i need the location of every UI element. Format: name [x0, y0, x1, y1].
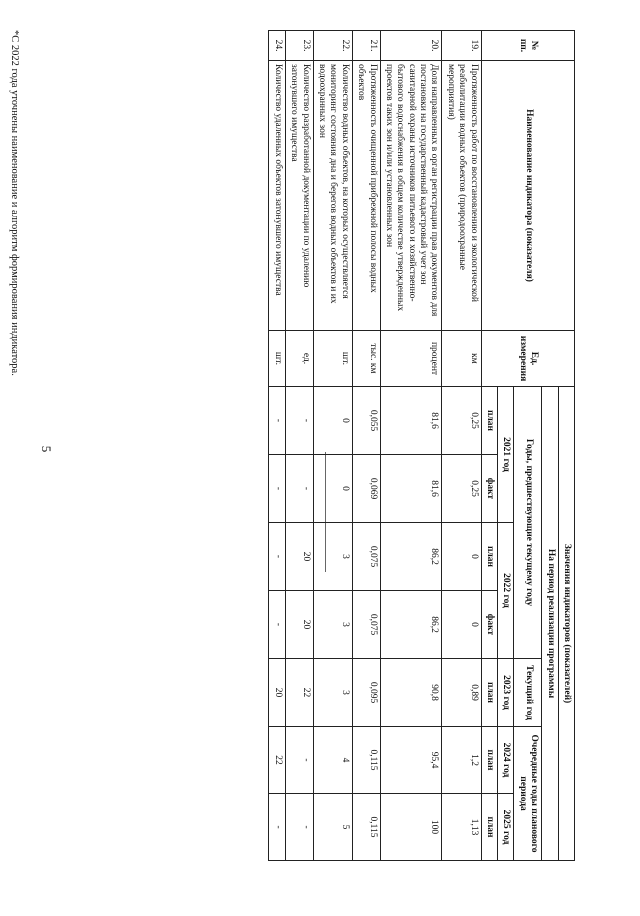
header-num: № пп.	[481, 31, 574, 61]
value-cell: 0,25	[442, 455, 481, 523]
value-cell: 0	[313, 455, 352, 523]
value-cell: 20	[285, 591, 313, 659]
unit-cell: ед.	[285, 331, 313, 387]
value-cell: 5	[313, 794, 352, 861]
header-2025: 2025 год	[498, 794, 514, 861]
header-period: На период реализации программы	[542, 387, 558, 861]
row-number: 21.	[352, 31, 380, 61]
header-2023: 2023 год	[498, 659, 514, 727]
row-number: 20.	[380, 31, 442, 61]
value-cell: 22	[285, 659, 313, 727]
indicator-name: Количество разработанной документации по удалению затонувшего имущества	[285, 61, 313, 331]
value-cell: 0,115	[352, 727, 380, 794]
value-cell: 0	[442, 523, 481, 591]
value-cell: 3	[313, 591, 352, 659]
rotated-page-content	[9, 30, 575, 860]
indicator-name: Протяженность работ по восстановлению и экологической реабилитации водных объектов (природоохранные мероприятия)	[442, 61, 481, 331]
header-plan: план	[481, 387, 497, 455]
row-number: 23.	[285, 31, 313, 61]
table-row	[380, 31, 442, 861]
indicators-table-body	[269, 31, 481, 861]
page-number: 5	[39, 445, 54, 453]
value-cell: 0,25	[442, 387, 481, 455]
value-cell: -	[285, 387, 313, 455]
value-cell: 100	[380, 794, 442, 861]
value-cell: 20	[285, 523, 313, 591]
header-prev-years: Годы, предшествующие текущему году	[514, 387, 542, 659]
value-cell: -	[285, 727, 313, 794]
table-row	[442, 31, 481, 861]
header-plan: план	[481, 727, 497, 794]
header-2021: 2021 год	[498, 387, 514, 523]
value-cell: -	[285, 455, 313, 523]
value-cell: -	[285, 794, 313, 861]
value-cell: 0	[442, 591, 481, 659]
indicator-name: Количество удаленных объектов затонувшего имущества	[269, 61, 285, 331]
header-2024: 2024 год	[498, 727, 514, 794]
value-cell: 0,115	[352, 794, 380, 861]
value-cell: 1,13	[442, 794, 481, 861]
table-row	[352, 31, 380, 861]
footnote: *С 2022 года уточнены наименование и алгоритм формирования индикатора.	[9, 30, 20, 376]
table-row	[285, 31, 313, 861]
header-name: Наименование индикатора (показателя)	[481, 61, 574, 331]
value-cell: 0,069	[352, 455, 380, 523]
value-cell: -	[269, 523, 285, 591]
value-cell: 0,055	[352, 387, 380, 455]
row-number: 19.	[442, 31, 481, 61]
unit-cell: процент	[380, 331, 442, 387]
value-cell: 81,6	[380, 387, 442, 455]
header-current: Текущий год	[514, 659, 542, 727]
value-cell: 3	[313, 659, 352, 727]
value-cell: 3	[313, 523, 352, 591]
unit-cell: тыс. км	[352, 331, 380, 387]
indicator-name: Протяженность очищенной прибрежной полосы водных объектов	[352, 61, 380, 331]
header-plan: план	[481, 794, 497, 861]
table-row	[313, 31, 352, 861]
table-row	[269, 31, 285, 861]
row-number: 22.	[313, 31, 352, 61]
value-cell: 86,2	[380, 591, 442, 659]
value-cell: 95,4	[380, 727, 442, 794]
value-cell: 0,075	[352, 591, 380, 659]
value-cell: -	[269, 591, 285, 659]
unit-cell: шт.	[269, 331, 285, 387]
header-values: Значения индикаторов (показателей)	[558, 387, 574, 861]
value-cell: -	[269, 794, 285, 861]
header-fact: факт	[481, 455, 497, 523]
value-cell: 1,2	[442, 727, 481, 794]
value-cell: 4	[313, 727, 352, 794]
indicator-name: Доля направленных в орган регистрации прав документов для постановки на государственный кадастровый учет зон санитарной охраны источников питьевого и хозяйственно-бытового водоснабжения в общем количестве утвержденных проектов таких зон и/или установленных зон	[380, 61, 442, 331]
value-cell: 81,6	[380, 455, 442, 523]
value-cell: 90,8	[380, 659, 442, 727]
header-2022: 2022 год	[498, 523, 514, 659]
value-cell: -	[269, 387, 285, 455]
header-plan: план	[481, 659, 497, 727]
header-plan: план	[481, 523, 497, 591]
unit-cell: шт.	[313, 331, 352, 387]
row-number: 24.	[269, 31, 285, 61]
value-cell: 22	[269, 727, 285, 794]
value-cell: 0	[313, 387, 352, 455]
indicator-name: Количество водных объектов, на которых осуществляется мониторинг состояния дна и берегов водных объектов и их водоохранных зон	[313, 61, 352, 331]
value-cell: 86,2	[380, 523, 442, 591]
value-cell: 20	[269, 659, 285, 727]
indicators-table	[268, 30, 575, 861]
header-fact: факт	[481, 591, 497, 659]
value-cell: 0,89	[442, 659, 481, 727]
header-unit: Ед. измерения	[481, 331, 574, 387]
value-cell: 0,095	[352, 659, 380, 727]
header-next: Очередные годы планового периода	[514, 727, 542, 861]
value-cell: -	[269, 455, 285, 523]
unit-cell: км	[442, 331, 481, 387]
value-cell: 0,075	[352, 523, 380, 591]
